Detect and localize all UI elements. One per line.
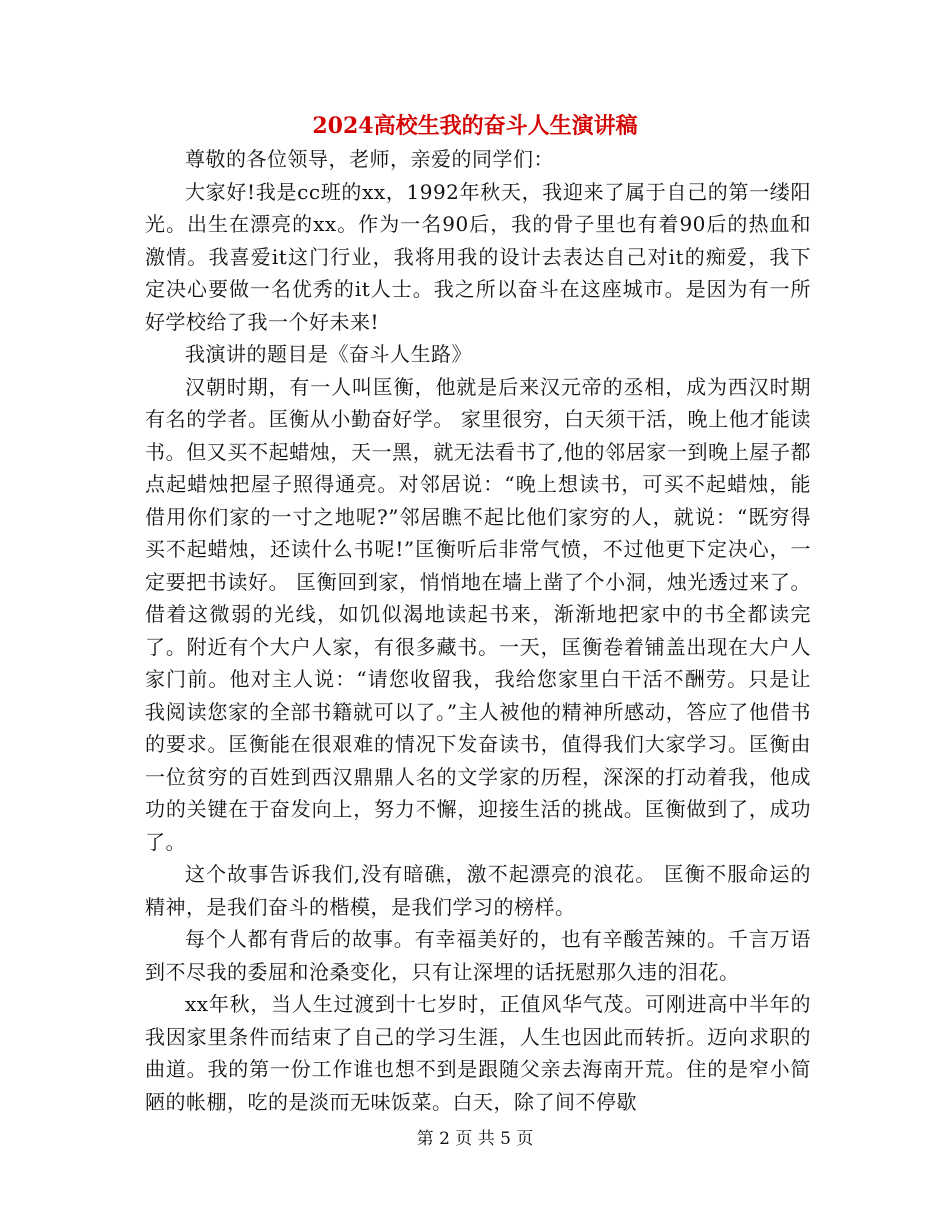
body-paragraph: xx年秋，当人生过渡到十七岁时，正值风华气茂。可刚进高中半年的我因家里条件而结束了自己的学习生涯，人生也因此而转折。迈向求职的曲道。我的第一份工作谁也想不到是跟随父亲去海南开荒。住的是窄小简陋的帐棚，吃的是淡而无味饭菜。白天，除了间不停歇 xyxy=(145,992,811,1114)
body-paragraph: 汉朝时期，有一人叫匡衡，他就是后来汉元帝的丞相，成为西汉时期有名的学者。匡衡从小勤奋好学。 家里很穷，白天须干活，晚上他才能读书。但又买不起蜡烛，天一黑，就无法看书了,他的邻居家一到晚上屋子都点起蜡烛把屋子照得通亮。对邻居说：“晚上想读书，可买不起蜡烛，能借用你们家的一寸之地呢?”邻居瞧不起比他们家穷的人，就说：“既穷得买不起蜡烛，还读什么书呢!”匡衡听后非常气愤，不过他更下定决心，一定要把书读好。 匡衡回到家，悄悄地在墙上凿了个小洞，烛光透过来了。借着这微弱的光线，如饥似渴地读起书来，渐渐地把家中的书全都读完了。附近有个大户人家，有很多藏书。一天，匡衡卷着铺盖出现在大户人家门前。他对主人说：“请您收留我，我给您家里白干活不酬劳。只是让我阅读您家的全部书籍就可以了。”主人被他的精神所感动，答应了他借书的要求。匡衡能在很艰难的情况下发奋读书，值得我们大家学习。匡衡由一位贫穷的百姓到西汉鼎鼎人名的文学家的历程，深深的打动着我，他成功的关键在于奋发向上，努力不懈，迎接生活的挑战。匡衡做到了，成功了。 xyxy=(145,374,811,854)
page-number-footer: 第 2 页 共 5 页 xyxy=(416,1129,534,1149)
body-paragraph: 我演讲的题目是《奋斗人生路》 xyxy=(185,342,472,366)
document-title: 2024高校生我的奋斗人生演讲稿 xyxy=(312,113,638,139)
salutation-paragraph: 尊敬的各位领导，老师，亲爱的同学们： xyxy=(185,147,554,171)
body-paragraph: 每个人都有背后的故事。有幸福美好的，也有辛酸苦辣的。千言万语到不尽我的委屈和沧桑变化，只有让深埋的话抚慰那久违的泪花。 xyxy=(145,927,811,984)
body-paragraph: 这个故事告诉我们,没有暗礁，激不起漂亮的浪花。 匡衡不服命运的精神，是我们奋斗的楷模，是我们学习的榜样。 xyxy=(145,862,811,919)
body-paragraph: 大家好!我是cc班的xx，1992年秋天，我迎来了属于自己的第一缕阳光。出生在漂亮的xx。作为一名90后，我的骨子里也有着90后的热血和激情。我喜爱it这门行业，我将用我的设计去表达自己对it的痴爱，我下定决心要做一名优秀的it人士。我之所以奋斗在这座城市。是因为有一所好学校给了我一个好未来! xyxy=(145,179,811,334)
document-body xyxy=(145,143,811,1118)
